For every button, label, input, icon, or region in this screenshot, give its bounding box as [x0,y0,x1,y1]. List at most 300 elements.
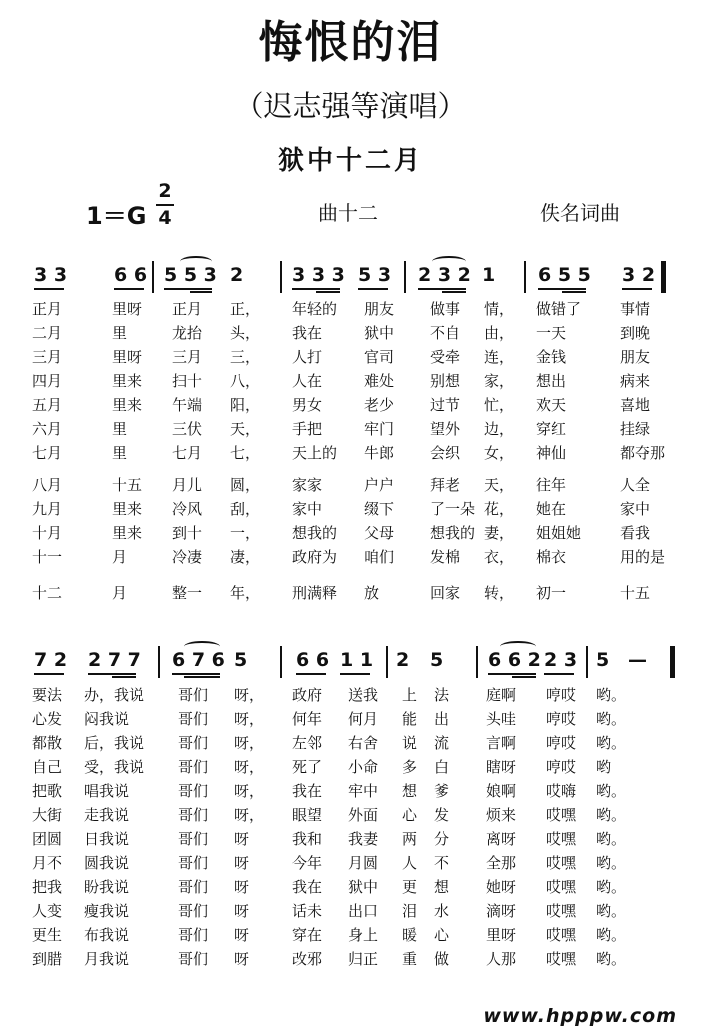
lyric-syllable: 呀 [234,878,250,896]
lyric-syllable: 烦来 [486,806,517,824]
time-signature [152,180,178,230]
lyric-syllable: 转， [484,584,515,602]
bar-line [586,646,588,678]
lyric-syllable: 哟。 [596,686,627,704]
lyric-syllable: 爹 [434,782,450,800]
lyric-syllable: 里呀 [112,300,143,318]
lyric-syllable: 哟。 [596,902,627,920]
lyric-syllable: 小命 [348,758,379,776]
lyric-syllable: 欢天 [536,396,567,414]
lyric-syllable: 月不 [32,854,63,872]
note-group: 6 6 [114,264,148,286]
lyric-syllable: 八， [230,372,261,390]
bar-line [280,261,282,293]
lyric-syllable: 我和 [292,830,323,848]
lyric-syllable: 离呀 [486,830,517,848]
lyric-syllable: 圆， [230,476,261,494]
lyric-syllable: 做事 [430,300,461,318]
lyric-syllable: 呀 [234,926,250,944]
lyric-syllable: 呀 [234,950,250,968]
lyric-syllable: 发 [434,806,450,824]
lyric-syllable: 呀， [234,710,265,728]
lyric-syllable: 牛郎 [364,444,395,462]
lyric-syllable: 朋友 [364,300,395,318]
lyric-syllable: 家中 [292,500,323,518]
lyric-syllable: 做错了 [536,300,582,318]
lyric-syllable: 盼我说 [84,878,130,896]
lyric-syllable: 朋友 [620,348,651,366]
lyric-syllable: 月 [112,584,128,602]
lyric-syllable: 哟。 [596,950,627,968]
lyric-line [30,392,680,416]
lyric-syllable: 哥们 [178,902,209,920]
lyric-syllable: 凄， [230,548,261,566]
note-group: 5 [234,649,248,671]
lyric-syllable: 喜地 [620,396,651,414]
lyric-syllable: 哎嘿 [546,830,577,848]
bar-line [280,646,282,678]
lyric-syllable: 重 [402,950,418,968]
bar-line [476,646,478,678]
lyric-syllable: 受，我说 [84,758,145,776]
note-group: 5 3 [358,264,392,286]
lyric-syllable: 哎嗨 [546,782,577,800]
lyric-syllable: 自己 [32,758,63,776]
lyric-syllable: 五月 [32,396,63,414]
lyric-syllable: 多 [402,758,418,776]
lyric-syllable: 上 [402,686,418,704]
lyric-syllable: 连， [484,348,515,366]
lyric-syllable: 不 [434,854,450,872]
lyric-syllable: 三月 [172,348,203,366]
lyric-syllable: 哟。 [596,782,627,800]
lyric-syllable: 哎嘿 [546,902,577,920]
notation-line-1 [34,261,674,293]
lyric-syllable: 瞎呀 [486,758,517,776]
lyric-syllable: 走我说 [84,806,130,824]
note-group: 3 3 [34,264,68,286]
lyric-syllable: 刑满释 [292,584,338,602]
lyric-syllable: 正月 [172,300,203,318]
lyric-line [30,682,680,706]
lyric-syllable: 看我 [620,524,651,542]
lyric-syllable: 改邪 [292,950,323,968]
lyric-syllable: 头哇 [486,710,517,728]
lyric-syllable: 事情 [620,300,651,318]
lyric-syllable: 女， [484,444,515,462]
lyric-syllable: 哥们 [178,806,209,824]
lyric-line [30,706,680,730]
lyric-syllable: 呀， [234,806,265,824]
lyric-syllable: 月儿 [172,476,203,494]
lyric-syllable: 十二 [32,584,63,602]
lyric-syllable: 呀， [234,782,265,800]
lyric-syllable: 左邻 [292,734,323,752]
lyric-syllable: 庭啊 [486,686,517,704]
lyric-syllable: 里呀 [486,926,517,944]
lyric-syllable: 狱中 [364,324,395,342]
lyric-syllable: 哎嘿 [546,806,577,824]
lyric-syllable: 办，我说 [84,686,145,704]
lyric-syllable: 难处 [364,372,395,390]
lyric-line [30,946,680,970]
lyric-syllable: 家中 [620,500,651,518]
lyric-syllable: 拜老 [430,476,461,494]
note-group: 3 3 3 [292,264,345,286]
lyric-syllable: 呀， [234,686,265,704]
lyric-syllable: 都散 [32,734,63,752]
lyric-syllable: 圆我说 [84,854,130,872]
lyric-syllable: 往年 [536,476,567,494]
lyric-syllable: 情， [484,300,515,318]
lyric-syllable: 哥们 [178,926,209,944]
lyric-syllable: 由， [484,324,515,342]
lyric-line [30,472,680,496]
note-group: 6 6 2 [488,649,541,671]
lyric-syllable: 病来 [620,372,651,390]
lyric-syllable: 法 [434,686,450,704]
bar-line [152,261,154,293]
lyric-syllable: 心 [434,926,450,944]
lyric-syllable: 到腊 [32,950,63,968]
lyric-syllable: 二月 [32,324,63,342]
lyric-syllable: 哥们 [178,782,209,800]
lyric-syllable: 忙， [484,396,515,414]
lyric-syllable: 今年 [292,854,323,872]
lyric-syllable: 十五 [112,476,143,494]
lyric-syllable: 衣， [484,548,515,566]
lyric-syllable: 哥们 [178,710,209,728]
credit-line: 佚名词曲 [540,201,620,225]
lyric-syllable: 呀 [234,830,250,848]
note-group: 2 3 [544,649,578,671]
lyric-syllable: 哟。 [596,806,627,824]
lyric-syllable: 想出 [536,372,567,390]
lyric-syllable: 右舍 [348,734,379,752]
lyric-syllable: 团圆 [32,830,63,848]
final-bar-line [670,646,675,678]
lyric-syllable: 初一 [536,584,567,602]
lyric-syllable: 金钱 [536,348,567,366]
lyric-syllable: 到十 [172,524,203,542]
lyric-syllable: 三月 [32,348,63,366]
lyric-syllable: 龙抬 [172,324,203,342]
lyric-syllable: 里来 [112,524,143,542]
key-signature: 1＝G [86,202,147,230]
lyric-syllable: 望外 [430,420,461,438]
lyric-syllable: 哥们 [178,734,209,752]
lyric-syllable: 把歌 [32,782,63,800]
lyric-syllable: 里呀 [112,348,143,366]
lyric-syllable: 棉衣 [536,548,567,566]
lyric-line [30,754,680,778]
lyric-syllable: 午端 [172,396,203,414]
lyric-line [30,802,680,826]
lyric-syllable: 人打 [292,348,323,366]
note-group: 1 1 [340,649,374,671]
lyric-syllable: 哟。 [596,854,627,872]
note-group: 2 [396,649,410,671]
lyric-syllable: 十一 [32,548,63,566]
lyric-syllable: 过节 [430,396,461,414]
lyric-syllable: 三， [230,348,261,366]
lyric-syllable: 不自 [430,324,461,342]
lyric-syllable: 手把 [292,420,323,438]
lyric-line [30,898,680,922]
lyric-syllable: 十月 [32,524,63,542]
lyric-syllable: 出口 [348,902,379,920]
lyric-syllable: 哟。 [596,830,627,848]
lyrics-block-1 [30,296,680,604]
lyric-line [30,922,680,946]
lyric-syllable: 八月 [32,476,63,494]
lyric-line [30,544,680,568]
lyric-syllable: 天， [484,476,515,494]
note-group: 1 [482,264,496,286]
lyric-syllable: 眼望 [292,806,323,824]
lyric-syllable: 滴呀 [486,902,517,920]
lyric-syllable: 人变 [32,902,63,920]
lyric-syllable: 哟。 [596,710,627,728]
lyric-syllable: 布我说 [84,926,130,944]
lyric-syllable: 受牵 [430,348,461,366]
note-group: 3 2 [622,264,656,286]
lyric-syllable: 身上 [348,926,379,944]
lyric-syllable: 哥们 [178,854,209,872]
lyric-syllable: 哎嘿 [546,854,577,872]
lyric-syllable: 户户 [364,476,395,494]
lyric-syllable: 里来 [112,372,143,390]
lyric-syllable: 哼哎 [546,734,577,752]
lyric-syllable: 更 [402,878,418,896]
lyric-syllable: 瘦我说 [84,902,130,920]
lyric-syllable: 父母 [364,524,395,542]
lyric-syllable: 月 [112,548,128,566]
lyric-syllable: 正月 [32,300,63,318]
lyric-syllable: 出 [434,710,450,728]
lyric-line [30,416,680,440]
lyric-syllable: 哥们 [178,758,209,776]
lyric-syllable: 月我说 [84,950,130,968]
lyric-syllable: 十五 [620,584,651,602]
lyric-syllable: 里来 [112,396,143,414]
lyric-syllable: 要法 [32,686,63,704]
lyric-syllable: 整一 [172,584,203,602]
lyric-syllable: 把我 [32,878,63,896]
lyric-syllable: 放 [364,584,380,602]
lyric-syllable: 七， [230,444,261,462]
lyric-syllable: 年， [230,584,261,602]
lyric-syllable: 七月 [32,444,63,462]
lyric-syllable: 到晚 [620,324,651,342]
lyric-syllable: 哟。 [596,878,627,896]
lyric-syllable: 言啊 [486,734,517,752]
lyric-syllable: 哼哎 [546,710,577,728]
performer-subtitle: （迟志强等演唱） [234,89,467,123]
lyric-line [30,368,680,392]
lyric-syllable: 流 [434,734,450,752]
lyric-line [30,320,680,344]
lyric-line [30,496,680,520]
lyric-syllable: 想我的 [292,524,338,542]
note-group: — [628,649,647,671]
lyric-syllable: 我在 [292,878,323,896]
lyric-syllable: 九月 [32,500,63,518]
lyric-syllable: 哟。 [596,926,627,944]
lyric-syllable: 月圆 [348,854,379,872]
lyric-syllable: 阳， [230,396,261,414]
lyric-syllable: 心发 [32,710,63,728]
lyric-syllable: 哼哎 [546,686,577,704]
lyric-line [30,440,680,464]
lyric-syllable: 天， [230,420,261,438]
note-group: 2 [230,264,244,286]
lyric-syllable: 回家 [430,584,461,602]
page-title: 悔恨的泪 [258,17,443,68]
time-signature-bottom: 4 [158,207,172,229]
lyric-syllable: 呀 [234,902,250,920]
lyric-syllable: 扫十 [172,372,203,390]
lyric-syllable: 冷凄 [172,548,203,566]
song-subtitle: 狱中十二月 [277,146,423,176]
lyric-syllable: 男女 [292,396,323,414]
time-signature-top: 2 [158,180,172,202]
lyric-syllable: 呀， [234,734,265,752]
lyric-syllable: 能 [402,710,418,728]
tune-name: 曲十二 [318,201,378,225]
lyric-syllable: 更生 [32,926,63,944]
lyric-syllable: 里 [112,420,128,438]
lyric-syllable: 哥们 [178,950,209,968]
lyric-syllable: 里来 [112,500,143,518]
bar-line [404,261,406,293]
lyric-syllable: 妻， [484,524,515,542]
lyric-syllable: 娘啊 [486,782,517,800]
lyric-syllable: 外面 [348,806,379,824]
lyric-syllable: 说 [402,734,418,752]
lyric-syllable: 唱我说 [84,782,130,800]
lyric-syllable: 呀 [234,854,250,872]
lyric-syllable: 边， [484,420,515,438]
lyric-syllable: 四月 [32,372,63,390]
lyric-syllable: 刮， [230,500,261,518]
lyric-syllable: 人那 [486,950,517,968]
lyric-syllable: 人在 [292,372,323,390]
lyric-line [30,778,680,802]
lyric-syllable: 发棉 [430,548,461,566]
lyric-syllable: 话未 [292,902,323,920]
lyric-syllable: 家家 [292,476,323,494]
lyric-syllable: 她在 [536,500,567,518]
lyric-syllable: 家， [484,372,515,390]
lyric-syllable: 日我说 [84,830,130,848]
lyric-syllable: 哼哎 [546,758,577,776]
lyric-syllable: 我在 [292,324,323,342]
lyric-syllable: 官司 [364,348,395,366]
lyric-syllable: 想我的 [430,524,476,542]
lyric-line [30,520,680,544]
lyric-syllable: 七月 [172,444,203,462]
lyric-syllable: 想 [402,782,418,800]
lyric-syllable: 政府为 [292,548,338,566]
lyric-syllable: 泪 [402,902,418,920]
lyric-syllable: 做 [434,950,450,968]
lyric-syllable: 政府 [292,686,323,704]
lyric-line [30,826,680,850]
note-group: 5 [430,649,444,671]
lyric-syllable: 哎嘿 [546,926,577,944]
lyric-syllable: 花， [484,500,515,518]
lyric-syllable: 三伏 [172,420,203,438]
lyric-syllable: 用的是 [620,548,666,566]
lyric-syllable: 闷我说 [84,710,130,728]
lyric-syllable: 暖 [402,926,418,944]
note-group: 7 2 [34,649,68,671]
lyric-syllable: 何月 [348,710,379,728]
lyric-syllable: 哥们 [178,878,209,896]
lyric-syllable: 冷风 [172,500,203,518]
lyric-syllable: 哥们 [178,830,209,848]
lyric-syllable: 穿在 [292,926,323,944]
lyric-syllable: 我妻 [348,830,379,848]
lyric-syllable: 六月 [32,420,63,438]
lyric-syllable: 牢门 [364,420,395,438]
lyric-syllable: 穿红 [536,420,567,438]
lyric-syllable: 咱们 [364,548,395,566]
lyric-syllable: 天上的 [292,444,338,462]
lyric-syllable: 两 [402,830,418,848]
lyric-syllable: 后，我说 [84,734,145,752]
lyric-syllable: 分 [434,830,450,848]
note-group: 5 5 3 [164,264,217,286]
note-group: 5 [596,649,610,671]
lyric-syllable: 何年 [292,710,323,728]
lyric-syllable: 一， [230,524,261,542]
site-watermark: www.hpppw.com [483,1005,677,1027]
lyric-syllable: 送我 [348,686,379,704]
lyric-syllable: 白 [434,758,450,776]
lyric-line [30,850,680,874]
bar-line [386,646,388,678]
lyric-syllable: 牢中 [348,782,379,800]
lyric-syllable: 年轻的 [292,300,338,318]
lyric-syllable: 哥们 [178,686,209,704]
lyric-syllable: 神仙 [536,444,567,462]
lyric-syllable: 里 [112,444,128,462]
lyric-syllable: 归正 [348,950,379,968]
lyric-syllable: 呀， [234,758,265,776]
note-group: 6 5 5 [538,264,591,286]
lyric-syllable: 哟。 [596,734,627,752]
lyric-syllable: 狱中 [348,878,379,896]
lyric-syllable: 想 [434,878,450,896]
notation-line-2 [34,646,674,678]
lyric-syllable: 死了 [292,758,323,776]
lyric-syllable: 了一朵 [430,500,476,518]
lyric-syllable: 别想 [430,372,461,390]
lyric-syllable: 正， [230,300,261,318]
lyric-syllable: 全那 [486,854,517,872]
lyric-syllable: 哎嘿 [546,950,577,968]
lyric-syllable: 她呀 [486,878,517,896]
bar-line [524,261,526,293]
lyric-syllable: 水 [434,902,450,920]
lyric-syllable: 哟 [596,758,612,776]
lyric-syllable: 我在 [292,782,323,800]
lyric-syllable: 姐姐她 [536,524,582,542]
note-group: 6 6 [296,649,330,671]
lyric-syllable: 会织 [430,444,461,462]
